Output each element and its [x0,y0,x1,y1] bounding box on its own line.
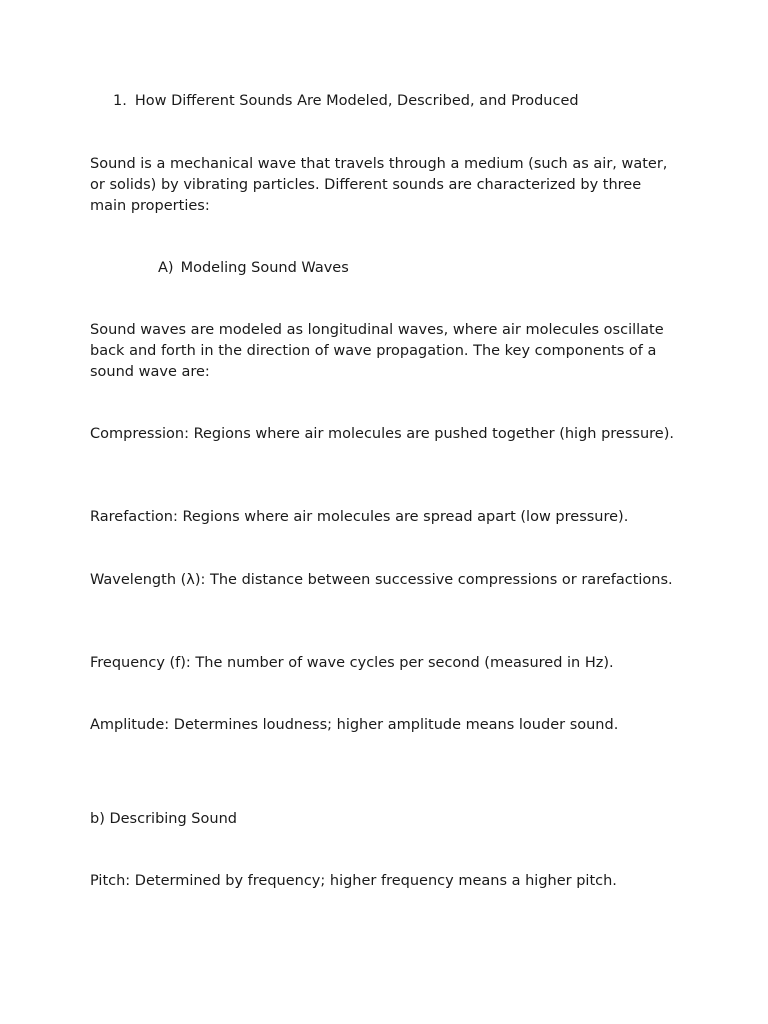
section-a-title: Modeling Sound Waves [180,260,349,276]
compression-paragraph: Compression: Regions where air molecules are pushed together (high pressure). [90,426,674,442]
amplitude-paragraph: Amplitude: Determines loudness; higher amplitude means louder sound. [90,717,619,733]
waves-intro-paragraph: Sound waves are modeled as longitudinal waves, where air molecules oscillate back and forth in the direction of wave propagation. The key components of a sound wave are: [90,322,664,380]
section-a-marker: A) [158,260,174,276]
intro-paragraph: Sound is a mechanical wave that travels through a medium (such as air, water, or solids) by vibrating particles. Different sounds are characterized by three main properties: [90,156,668,214]
heading-text: How Different Sounds Are Modeled, Described, and Produced [134,93,579,109]
numbered-heading [113,91,579,112]
wavelength-paragraph: Wavelength (λ): The distance between successive compressions or rarefactions. [90,572,673,588]
pitch-paragraph: Pitch: Determined by frequency; higher frequency means a higher pitch. [90,873,617,889]
heading-number: 1. [113,93,127,109]
section-b-heading: b) Describing Sound [90,811,237,827]
rarefaction-paragraph: Rarefaction: Regions where air molecules are spread apart (low pressure). [90,509,629,525]
section-a-heading [158,258,349,279]
frequency-paragraph: Frequency (f): The number of wave cycles per second (measured in Hz). [90,655,614,671]
